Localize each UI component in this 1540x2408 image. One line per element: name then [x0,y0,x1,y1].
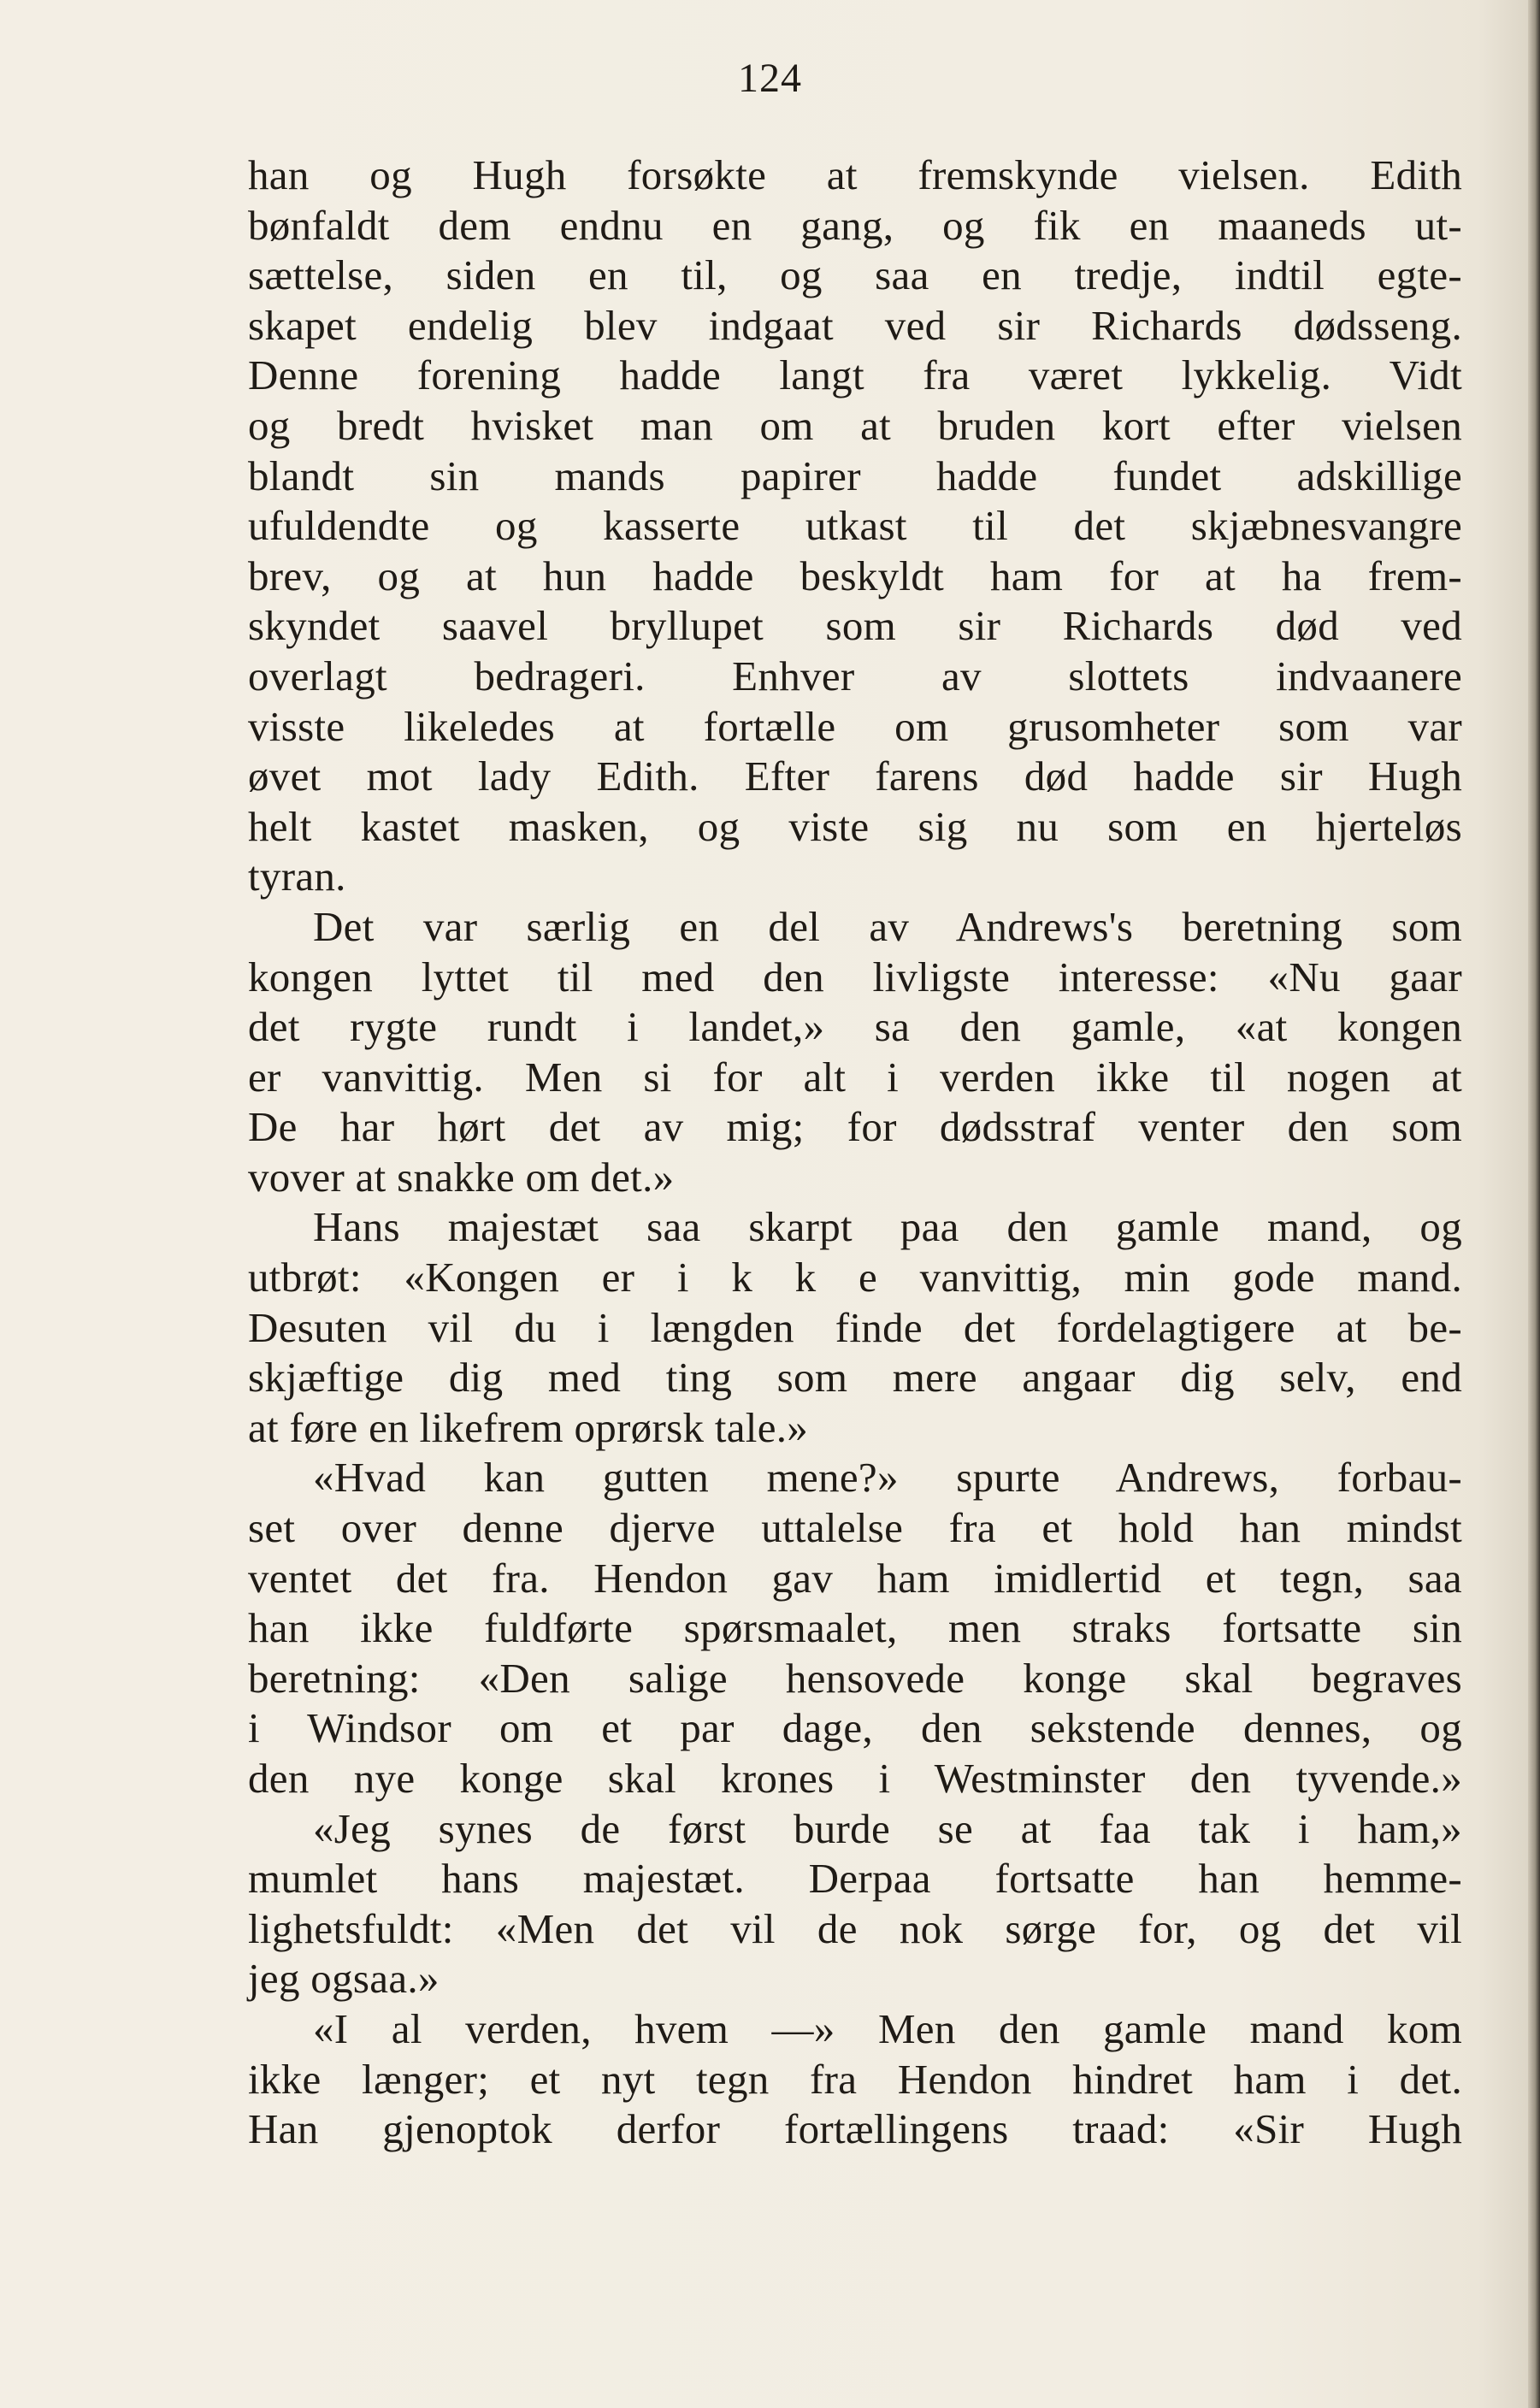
text-line: vover at snakke om det.» [248,1153,675,1201]
text-line: «Hvad kan gutten mene?» spurte Andrews, forbau- [313,1454,1462,1502]
text-line: skapet endelig blev indgaat ved sir Richards dødsseng. [248,301,1462,349]
text-line: den nye konge skal krones i Westminster den tyvende.» [248,1755,1462,1802]
text-line: De har hørt det av mig; for dødsstraf venter den som [248,1103,1462,1151]
body-text [248,150,1462,2155]
text-line: det rygte rundt i landet,» sa den gamle, «at kongen [248,1003,1462,1051]
text-line: beretning: «Den salige hensovede konge skal begraves [248,1654,1462,1702]
text-line: brev, og at hun hadde beskyldt ham for at ha frem- [248,552,1462,599]
text-line: helt kastet masken, og viste sig nu som en hjerteløs [248,802,1462,850]
text-line: Det var særlig en del av Andrews's beretning som [313,902,1462,950]
text-line: skjæftige dig med ting som mere angaar dig selv, end [248,1354,1462,1402]
text-line: skyndet saavel bryllupet som sir Richards død ved [248,602,1462,650]
text-line: Desuten vil du i længden finde det fordelagtigere at be- [248,1303,1462,1351]
text-line: mumlet hans majestæt. Derpaa fortsatte han hemme- [248,1855,1462,1903]
text-line: set over denne djerve uttalelse fra et hold han mindst [248,1504,1462,1552]
page-number: 124 [738,56,802,101]
text-line: øvet mot lady Edith. Efter farens død hadde sir Hugh [248,752,1462,800]
text-line: lighetsfuldt: «Men det vil de nok sørge for, og det vil [248,1904,1462,1952]
text-line: ikke længer; et nyt tegn fra Hendon hindret ham i det. [248,2055,1462,2103]
text-line: blandt sin mands papirer hadde fundet adskillige [248,452,1462,499]
text-line: ventet det fra. Hendon gav ham imidlertid et tegn, saa [248,1554,1462,1602]
text-line: han ikke fuldførte spørsmaalet, men straks fortsatte sin [248,1604,1462,1652]
page-edge-shadow [1528,0,1540,2408]
text-line: han og Hugh forsøkte at fremskynde vielsen. Edith [248,151,1462,198]
text-line: tyran. [248,853,346,900]
text-line: er vanvittig. Men si for alt i verden ikke til nogen at [248,1053,1462,1101]
text-line: at føre en likefrem oprørsk tale.» [248,1403,809,1451]
text-line: utbrøt: «Kongen er i k k e vanvittig, min gode mand. [248,1254,1462,1301]
text-line: «I al verden, hvem —» Men den gamle mand kom [313,2004,1462,2052]
text-line: kongen lyttet til med den livligste interesse: «Nu gaar [248,953,1462,1000]
text-line: ufuldendte og kasserte utkast til det skjæbnesvangre [248,502,1462,550]
text-line: sættelse, siden en til, og saa en tredje, indtil egte- [248,251,1462,299]
text-line: bønfaldt dem endnu en gang, og fik en maaneds ut- [248,201,1462,249]
text-line: Hans majestæt saa skarpt paa den gamle mand, og [313,1203,1462,1251]
text-line: «Jeg synes de først burde se at faa tak i ham,» [313,1804,1462,1852]
text-line: Denne forening hadde langt fra været lykkelig. Vidt [248,351,1462,399]
text-line: visste likeledes at fortælle om grusomheter som var [248,702,1462,750]
text-line: overlagt bedrageri. Enhver av slottets indvaanere [248,652,1462,699]
text-line: Han gjenoptok derfor fortællingens traad: «Sir Hugh [248,2105,1462,2153]
text-line: og bredt hvisket man om at bruden kort efter vielsen [248,401,1462,449]
text-line: i Windsor om et par dage, den sekstende dennes, og [248,1704,1462,1752]
text-line: jeg ogsaa.» [248,1955,440,2003]
